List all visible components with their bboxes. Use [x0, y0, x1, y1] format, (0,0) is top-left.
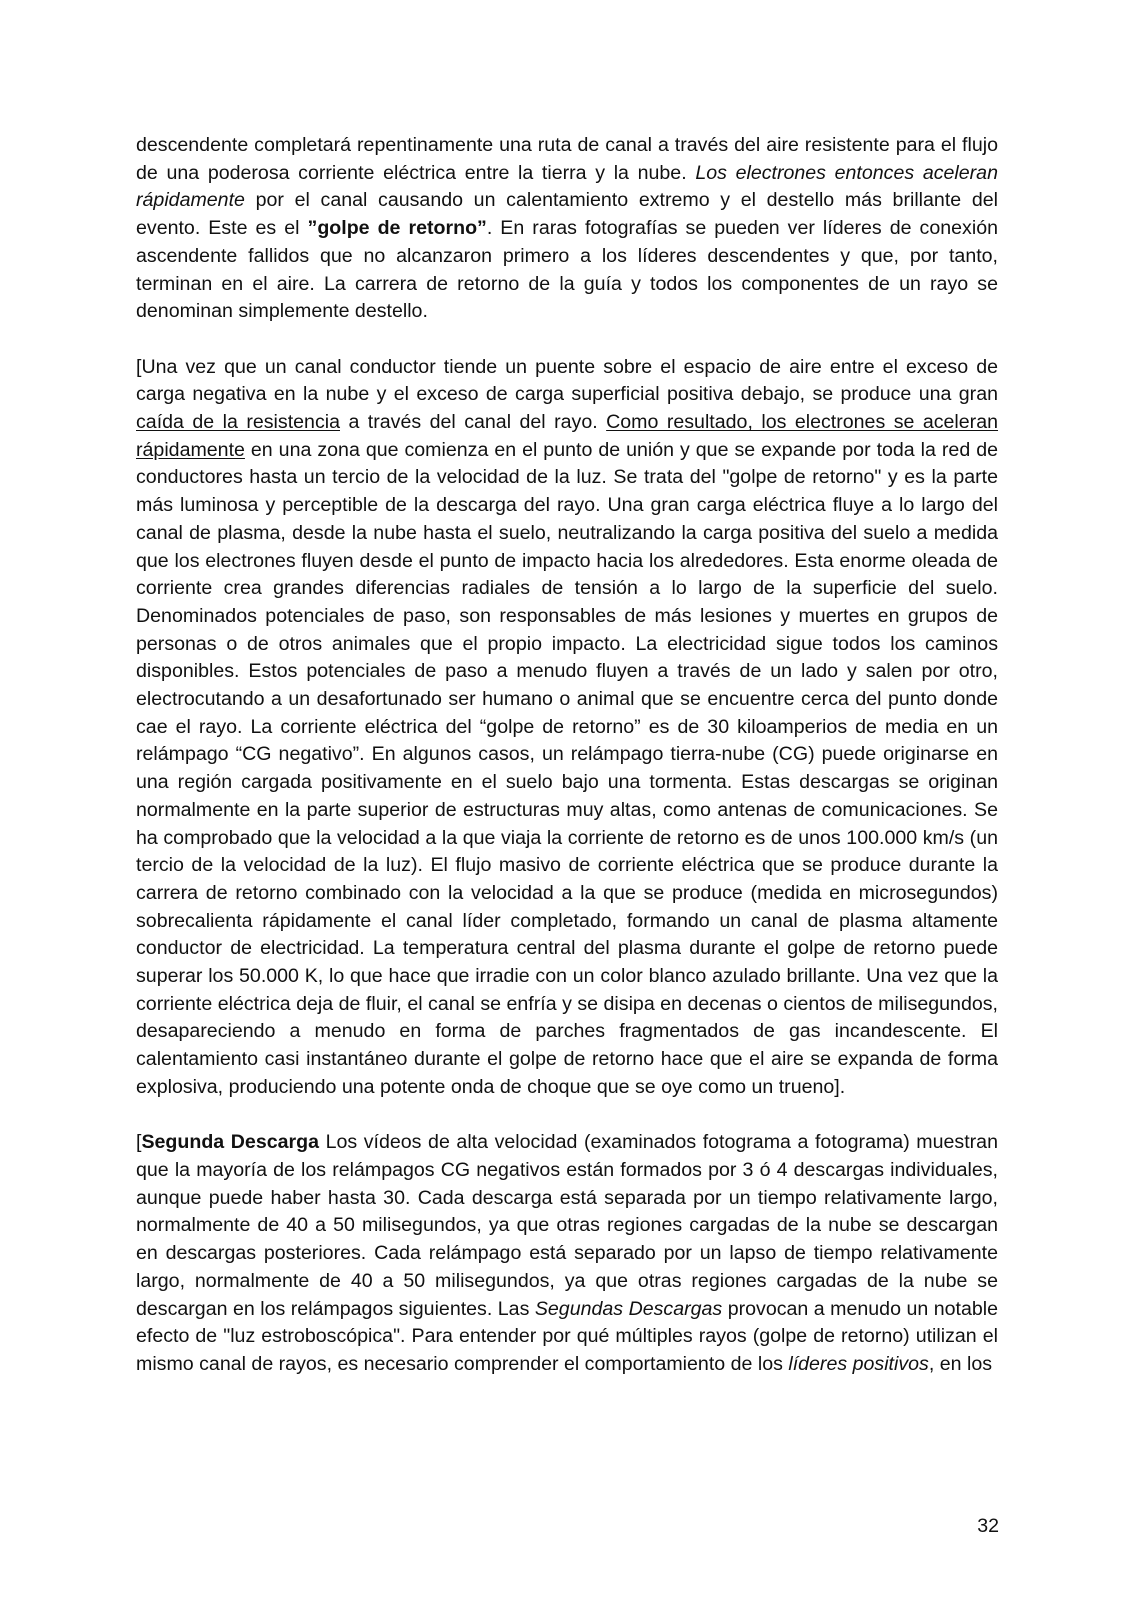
- paragraph-return-stroke-intro: [136, 132, 998, 326]
- text-run: por el canal causando un calentamiento extremo y el destello más brillante del evento. Este es el: [136, 189, 998, 240]
- italic-phrase: líderes positivos: [788, 1352, 929, 1375]
- paragraph-gap: [136, 326, 998, 354]
- text-run: descendente completará repentinamente una ruta de canal a través del aire resistente para el flujo de una poderosa corriente eléctrica entre la tierra y la nube.: [136, 134, 998, 184]
- text-run: provocan a menudo un notable efecto de "luz estroboscópica". Para entender por qué múltiples rayos (golpe de retorno) utilizan el mismo canal de rayos, es necesario comprender el comportamiento de los: [136, 1297, 998, 1375]
- italic-phrase: Los electrones entonces aceleran rápidamente: [136, 161, 998, 212]
- text-run: [Una vez que un canal conductor tiende un puente sobre el espacio de aire entre el exceso de carga negativa en la nube y el exceso de carga superficial positiva debajo, se produce una gran: [136, 355, 998, 406]
- page-number: 32: [977, 1515, 999, 1537]
- paragraph-gap: [136, 1102, 998, 1130]
- bold-term: ”golpe de retorno”: [307, 217, 487, 240]
- paragraph-second-discharge: [136, 1129, 998, 1378]
- text-run: a través del canal del rayo.: [340, 411, 607, 434]
- underlined-phrase: caída de la resistencia: [136, 411, 340, 434]
- text-run: [: [136, 1131, 142, 1154]
- text-run: Los vídeos de alta velocidad (examinados fotograma a fotograma) muestran que la mayoría de los relámpagos CG negativos están formados por 3 ó 4 descargas individuales, aunque puede haber hasta 30. Cada descarga está separada por un tiempo relativamente largo, normalmente de 40 a 50 milisegundos, ya que otras regiones cargadas de la nube se descargan en descargas posteriores. Cada relámpago está separado por un lapso de tiempo relativamente largo, normalmente de 40 a 50 milisegundos, ya que otras regiones cargadas de la nube se descargan en los relámpagos siguientes. Las: [136, 1131, 998, 1320]
- underlined-phrase: Como resultado, los electrones se aceleran rápidamente: [136, 411, 999, 461]
- text-run: . En raras fotografías se pueden ver líderes de conexión ascendente fallidos que no alcanzaron primero a los líderes descendentes y que, por tanto, terminan en el aire. La carrera de retorno de la guía y todos los componentes de un rayo se denominan simplemente destello.: [136, 217, 998, 323]
- text-run: , en los: [928, 1352, 993, 1375]
- text-run: en una zona que comienza en el punto de unión y que se expande por toda la red de conductores hasta un tercio de la velocidad de la luz. Se trata del "golpe de retorno" y es la parte más luminosa y perceptible de la descarga del rayo. Una gran carga eléctrica fluye a lo largo del canal de plasma, desde la nube hasta el suelo, neutralizando la carga positiva del suelo a medida que los electrones fluyen desde el punto de impacto hacia los alrededores. Esta enorme oleada de corriente crea grandes diferencias radiales de tensión a lo largo de la superficie del suelo. Denominados potenciales de paso, son responsables de más lesiones y muertes en grupos de personas o de otros animales que el propio impacto. La electricidad sigue todos los caminos disponibles. Estos potenciales de paso a menudo fluyen a través de un lado y salen por otro, electrocutando a un desafortunado ser humano o animal que se encuentre cerca del punto donde cae el rayo. La corriente eléctrica del “golpe de retorno” es de 30 kiloamperios de media en un relámpago “CG negativo”. En algunos casos, un relámpago tierra-nube (CG) puede originarse en una región cargada positivamente en el suelo bajo una tormenta. Estas descargas se originan normalmente en la parte superior de estructuras muy altas, como antenas de comunicaciones. Se ha comprobado que la velocidad a la que viaja la corriente de retorno es de unos 100.000 km/s (un tercio de la velocidad de la luz). El flujo masivo de corriente eléctrica que se produce durante la carrera de retorno combinado con la velocidad a la que se produce (medida en microsegundos) sobrecalienta rápidamente el canal líder completado, formando un canal de plasma altamente conductor de electricidad. La temperatura central del plasma durante el golpe de retorno puede superar los 50.000 K, lo que hace que irradie con un color blanco azulado brillante. Una vez que la corriente eléctrica deja de fluir, el canal se enfría y se disipa en decenas o cientos de milisegundos, desapareciendo a menudo en forma de parches fragmentados de gas incandescente. El calentamiento casi instantáneo durante el golpe de retorno hace que el aire se expanda de forma explosiva, produciendo una potente onda de choque que se oye como un trueno].: [136, 438, 998, 1098]
- bold-term: Segunda Descarga: [141, 1131, 319, 1154]
- paragraph-return-stroke-detail: [136, 354, 998, 1102]
- page-body: [136, 132, 998, 1379]
- italic-phrase: Segundas Descargas: [534, 1297, 723, 1320]
